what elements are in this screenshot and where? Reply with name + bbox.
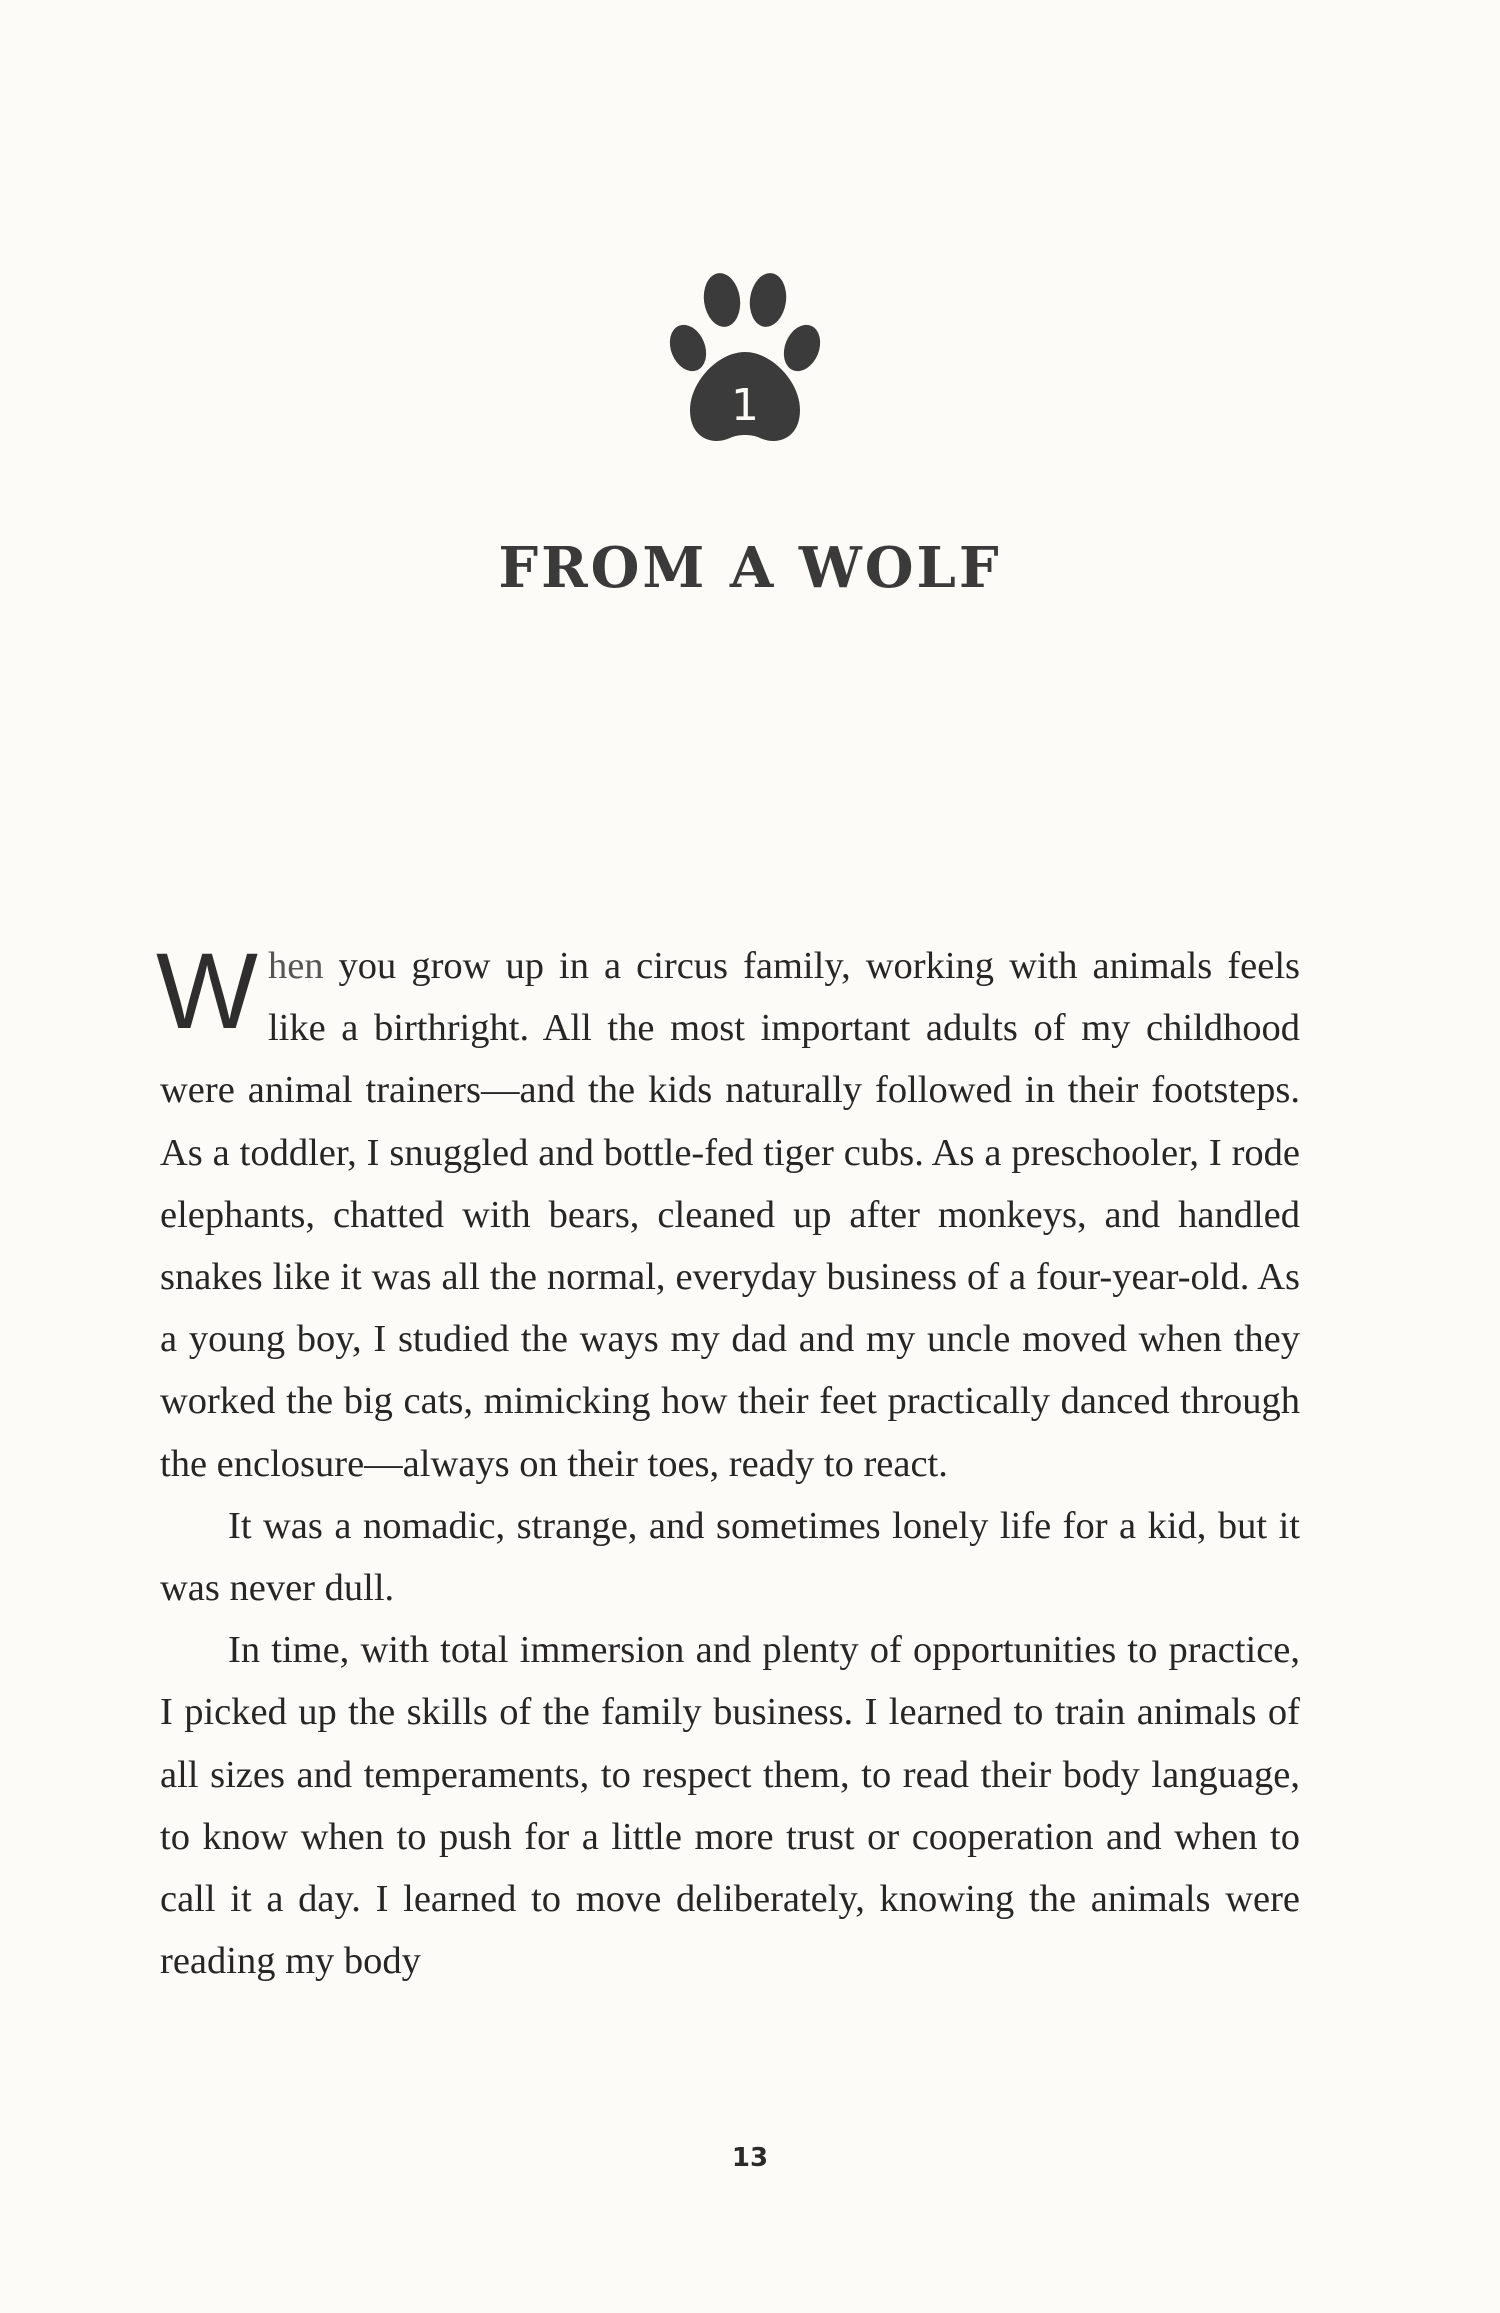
chapter-title: FROM A WOLF <box>498 535 1002 601</box>
paw-toe-outer-right <box>777 319 827 376</box>
page-number: 13 <box>731 2143 769 2173</box>
paragraph-2: It was a nomadic, strange, and sometimes lonely life for a kid, but it was never dull. <box>160 1504 1300 1610</box>
paragraph-3: In time, with total immersion and plenty of opportunities to practice, I picked up the skills of the family business. I learned to train animals of all sizes and temperaments, to respect them, to read their body language, to know when to push for a little more trust or cooperation and when to call it a day. I learned to move deliberately, knowing the animals were reading my body <box>160 1629 1300 1983</box>
paw-icon <box>660 270 830 460</box>
paragraph-1 <box>156 930 1300 1495</box>
chapter-number: 1 <box>731 380 759 431</box>
chapter-body <box>156 930 1300 1992</box>
first-word-rest: hen <box>267 945 324 987</box>
paw-toe-inner-left <box>700 271 743 329</box>
paw-toe-outer-left <box>663 319 713 376</box>
drop-cap: W <box>156 930 258 1051</box>
paragraph-1-text: you grow up in a circus family, working with animals feels like a birthright. All the most important adults of my childhood were animal trainers—and the kids naturally followed in their footsteps. As a toddler, I snuggled and bottle-fed tiger cubs. As a preschooler, I rode elephants, chatted with bears, cleaned up after monkeys, and handled snakes like it was all the normal, everyday business of a four-year-old. As a young boy, I studied the ways my dad and my uncle moved when they worked the big cats, mimicking how their feet practically danced through the enclosure—always on their toes, ready to react. <box>160 945 1300 1485</box>
paw-toe-inner-right <box>746 271 789 329</box>
